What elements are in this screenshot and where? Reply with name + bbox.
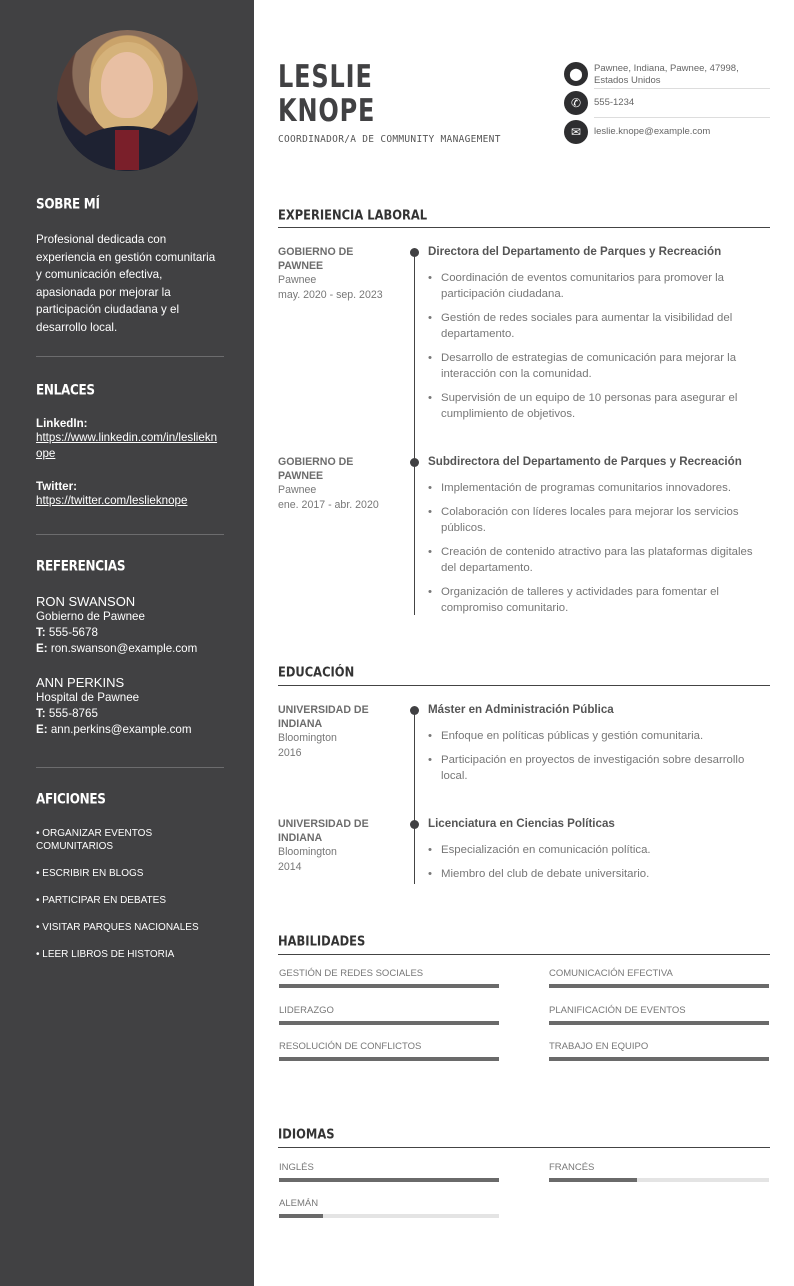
position-bullets bbox=[428, 270, 770, 430]
about-section bbox=[36, 196, 224, 213]
address-text: Pawnee, Indiana, Pawnee, 47998, Estados Unidos bbox=[594, 63, 739, 86]
experience-title: EXPERIENCIA LABORAL bbox=[278, 207, 428, 224]
section-rule bbox=[278, 954, 770, 955]
org-location: Pawnee bbox=[278, 484, 317, 496]
skill-bar-fill bbox=[279, 1057, 499, 1061]
reference-name: RON SWANSON bbox=[36, 594, 136, 609]
reference-item bbox=[36, 675, 224, 738]
reference-email: ron.swanson@example.com bbox=[50, 642, 198, 655]
timeline-line bbox=[414, 709, 415, 884]
language-bar bbox=[279, 1214, 499, 1218]
skill-item bbox=[279, 1005, 499, 1016]
org-name: GOBIERNO DE PAWNEE bbox=[278, 456, 354, 482]
about-text: Profesional dedicada con experiencia en gestión comunitaria y comunicación efectiva, apasionada por mejorar la participación ciudadana y el desarrollo local. bbox=[36, 233, 216, 334]
skill-bar bbox=[279, 1021, 499, 1025]
hobbies-title: AFICIONES bbox=[36, 791, 106, 808]
list-item: • Supervisión de un equipo de 10 personas para asegurar el cumplimiento de objetivos. bbox=[428, 390, 770, 422]
envelope-icon: ✉ bbox=[564, 120, 588, 144]
org-location: Bloomington bbox=[278, 846, 337, 858]
org-name: GOBIERNO DE PAWNEE bbox=[278, 246, 354, 272]
org-name: UNIVERSIDAD DE INDIANA bbox=[278, 704, 369, 730]
skill-bar-fill bbox=[279, 984, 499, 988]
languages-title: IDIOMAS bbox=[278, 1126, 335, 1143]
degree-bullets bbox=[428, 842, 770, 890]
timeline-dot bbox=[410, 820, 419, 829]
email-label: E: bbox=[36, 723, 48, 736]
skill-item bbox=[279, 1041, 499, 1052]
list-item: • Organización de talleres y actividades para fomentar el compromiso comunitario. bbox=[428, 584, 770, 616]
list-item: • Gestión de redes sociales para aumentar la visibilidad del departamento. bbox=[428, 310, 770, 342]
phone-text: 555-1234 bbox=[594, 97, 635, 108]
phone-label: T: bbox=[36, 707, 46, 720]
list-item: • Enfoque en políticas públicas y gestión comunitaria. bbox=[428, 728, 770, 744]
degree-title: Máster en Administración Pública bbox=[428, 703, 614, 716]
language-label: INGLÉS bbox=[279, 1162, 314, 1173]
skill-bar-fill bbox=[279, 1021, 499, 1025]
org-location: Bloomington bbox=[278, 732, 337, 744]
skill-label: LIDERAZGO bbox=[279, 1005, 334, 1016]
org-dates: 2016 bbox=[278, 746, 302, 759]
sidebar bbox=[0, 0, 254, 1286]
list-item: • Colaboración con líderes locales para mejorar los servicios públicos. bbox=[428, 504, 770, 536]
list-item: • Desarrollo de estrategias de comunicación para mejorar la interacción con la comunidad. bbox=[428, 350, 770, 382]
section-rule bbox=[278, 685, 770, 686]
linkedin-link[interactable]: https://www.linkedin.com/in/leslieknope bbox=[36, 431, 218, 460]
org-dates: may. 2020 - sep. 2023 bbox=[278, 288, 383, 301]
list-item: • Miembro del club de debate universitario. bbox=[428, 866, 770, 882]
language-bar bbox=[279, 1178, 499, 1182]
hobby-item: • PARTICIPAR EN DEBATES bbox=[36, 895, 167, 906]
language-bar-fill bbox=[279, 1214, 323, 1218]
org-dates: 2014 bbox=[278, 860, 302, 873]
reference-org: Hospital de Pawnee bbox=[36, 691, 140, 704]
avatar bbox=[57, 30, 198, 171]
skill-bar-fill bbox=[549, 984, 769, 988]
phone-label: T: bbox=[36, 626, 46, 639]
references-title: REFERENCIAS bbox=[36, 558, 126, 575]
hobby-item: • VISITAR PARQUES NACIONALES bbox=[36, 922, 199, 933]
timeline-line bbox=[414, 251, 415, 615]
position-title: Subdirectora del Departamento de Parques y Recreación bbox=[428, 455, 742, 468]
timeline-dot bbox=[410, 458, 419, 467]
skill-bar bbox=[279, 1057, 499, 1061]
linkedin-label: LinkedIn: bbox=[36, 417, 88, 430]
job-role: COORDINADOR/A DE COMMUNITY MANAGEMENT bbox=[278, 134, 501, 145]
list-item: • Participación en proyectos de investigación sobre desarrollo local. bbox=[428, 752, 770, 784]
reference-name: ANN PERKINS bbox=[36, 675, 125, 690]
phone-icon: ✆ bbox=[564, 91, 588, 115]
reference-phone: 555-5678 bbox=[48, 626, 98, 639]
position-bullets bbox=[428, 480, 770, 624]
org-name: UNIVERSIDAD DE INDIANA bbox=[278, 818, 369, 844]
skill-bar-fill bbox=[549, 1057, 769, 1061]
section-rule bbox=[278, 1147, 770, 1148]
email-text[interactable]: leslie.knope@example.com bbox=[594, 126, 711, 137]
skill-bar bbox=[549, 1021, 769, 1025]
skill-item bbox=[549, 1005, 769, 1016]
reference-email: ann.perkins@example.com bbox=[50, 723, 192, 736]
twitter-link[interactable]: https://twitter.com/leslieknope bbox=[36, 494, 188, 507]
list-item: • Especialización en comunicación política. bbox=[428, 842, 770, 858]
last-name: KNOPE bbox=[278, 93, 376, 129]
section-rule bbox=[278, 227, 770, 228]
reference-phone: 555-8765 bbox=[48, 707, 98, 720]
education-title: EDUCACIÓN bbox=[278, 664, 355, 681]
full-name bbox=[278, 60, 375, 128]
divider bbox=[36, 356, 224, 357]
skill-bar-fill bbox=[549, 1021, 769, 1025]
skill-label: COMUNICACIÓN EFECTIVA bbox=[549, 968, 673, 979]
divider bbox=[36, 767, 224, 768]
hobby-item: • LEER LIBROS DE HISTORIA bbox=[36, 949, 175, 960]
reference-item bbox=[36, 594, 224, 657]
location-pin-icon: ⬤ bbox=[564, 62, 588, 86]
org-dates: ene. 2017 - abr. 2020 bbox=[278, 498, 379, 511]
hobby-item: • ESCRIBIR EN BLOGS bbox=[36, 868, 144, 879]
skills-title: HABILIDADES bbox=[278, 933, 366, 950]
links-section bbox=[36, 382, 224, 399]
experience-org bbox=[278, 455, 388, 512]
education-org bbox=[278, 703, 388, 760]
skill-label: PLANIFICACIÓN DE EVENTOS bbox=[549, 1005, 686, 1016]
skill-label: TRABAJO EN EQUIPO bbox=[549, 1041, 649, 1052]
language-label: ALEMÁN bbox=[279, 1198, 319, 1209]
skill-item bbox=[279, 968, 499, 979]
list-item: • Implementación de programas comunitarios innovadores. bbox=[428, 480, 770, 496]
skill-label: GESTIÓN DE REDES SOCIALES bbox=[279, 968, 424, 979]
skill-label: RESOLUCIÓN DE CONFLICTOS bbox=[279, 1041, 422, 1052]
degree-bullets bbox=[428, 728, 770, 792]
language-bar bbox=[549, 1178, 769, 1182]
language-item bbox=[279, 1162, 499, 1173]
position-title: Directora del Departamento de Parques y Recreación bbox=[428, 245, 722, 258]
twitter-label: Twitter: bbox=[36, 480, 78, 493]
language-item bbox=[549, 1162, 769, 1173]
timeline-dot bbox=[410, 706, 419, 715]
about-title: SOBRE MÍ bbox=[36, 196, 100, 213]
org-location: Pawnee bbox=[278, 274, 317, 286]
language-item bbox=[279, 1198, 499, 1209]
hobbies-section bbox=[36, 791, 224, 808]
skill-bar bbox=[549, 984, 769, 988]
link-twitter bbox=[36, 480, 224, 509]
reference-org: Gobierno de Pawnee bbox=[36, 610, 145, 623]
language-bar-fill bbox=[279, 1178, 499, 1182]
link-linkedin bbox=[36, 417, 224, 462]
skill-item bbox=[549, 968, 769, 979]
links-title: ENLACES bbox=[36, 382, 95, 399]
divider bbox=[36, 534, 224, 535]
degree-title: Licenciatura en Ciencias Políticas bbox=[428, 817, 615, 830]
skill-bar bbox=[279, 984, 499, 988]
timeline-dot bbox=[410, 248, 419, 257]
references-section bbox=[36, 558, 224, 575]
hobby-item: • ORGANIZAR EVENTOS COMUNITARIOS bbox=[36, 828, 153, 852]
skill-item bbox=[549, 1041, 769, 1052]
list-item: • Coordinación de eventos comunitarios para promover la participación ciudadana. bbox=[428, 270, 770, 302]
education-org bbox=[278, 817, 388, 874]
language-bar-fill bbox=[549, 1178, 637, 1182]
first-name: LESLIE bbox=[278, 59, 373, 95]
skill-bar bbox=[549, 1057, 769, 1061]
experience-org bbox=[278, 245, 388, 302]
email-label: E: bbox=[36, 642, 48, 655]
list-item: • Creación de contenido atractivo para las plataformas digitales del departamento. bbox=[428, 544, 770, 576]
language-label: FRANCÉS bbox=[549, 1162, 595, 1173]
hobbies-list bbox=[36, 827, 206, 975]
